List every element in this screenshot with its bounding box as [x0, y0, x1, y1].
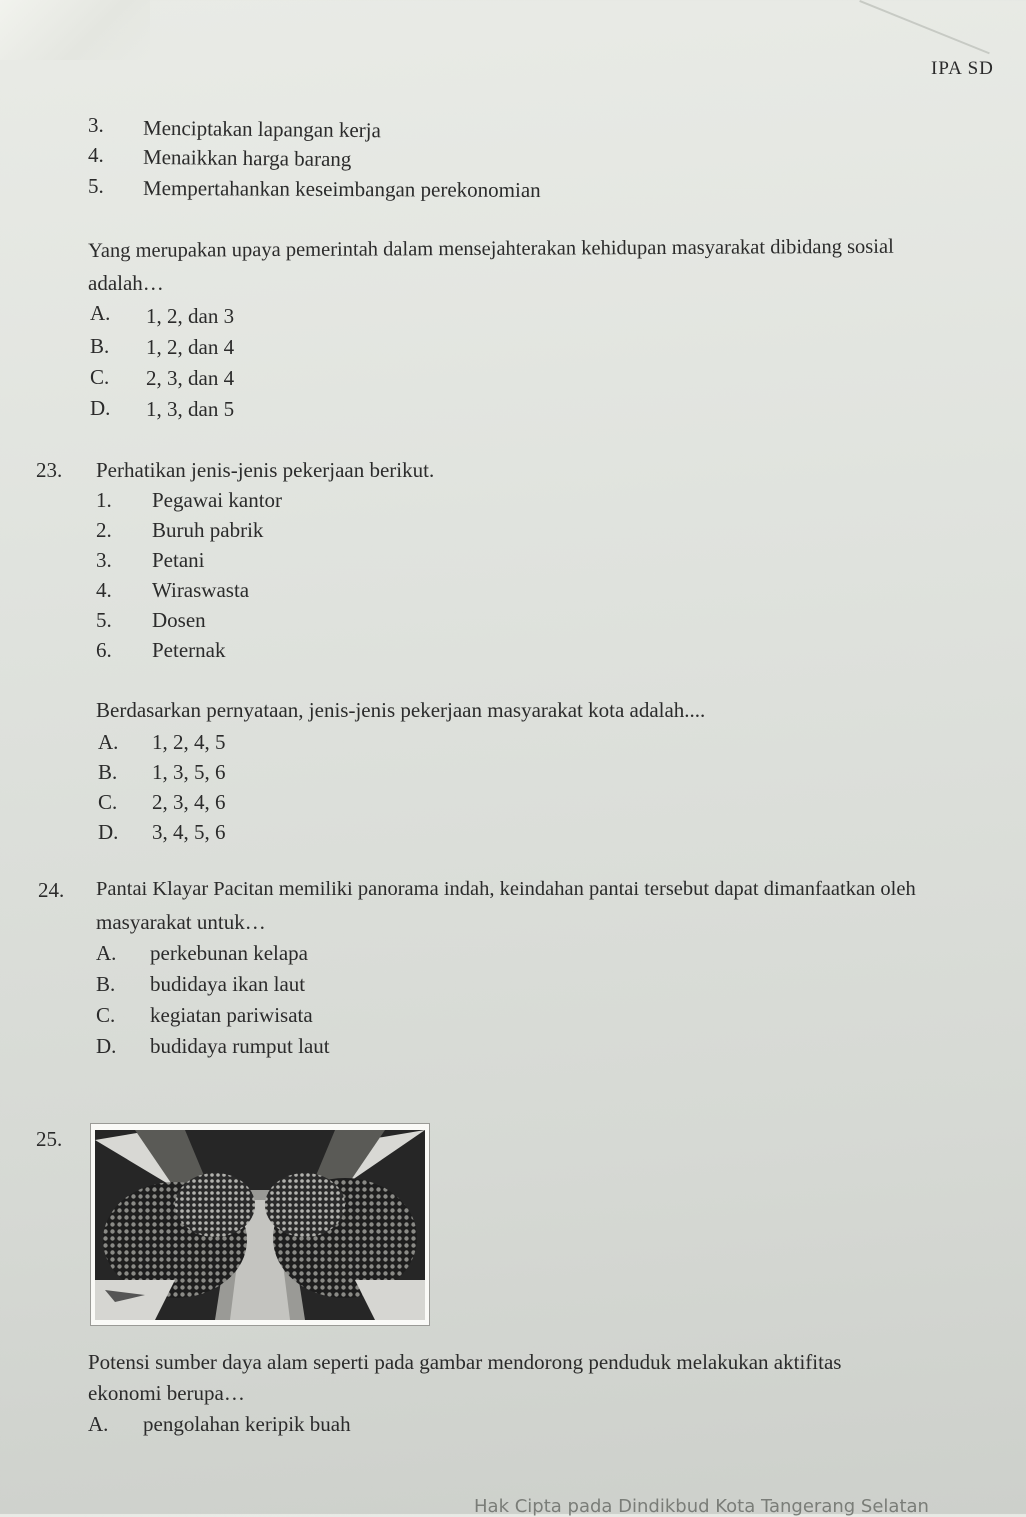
option-text: pengolahan keripik buah	[143, 1412, 351, 1436]
option-letter: D.	[98, 820, 119, 844]
list-item-number: 4.	[88, 143, 104, 167]
option-text: 2, 3, dan 4	[146, 366, 235, 390]
option-text: 1, 2, dan 4	[146, 335, 235, 359]
option-text: 2, 3, 4, 6	[152, 790, 226, 814]
list-item-number: 1.	[96, 488, 112, 512]
option-letter: A.	[96, 941, 117, 965]
list-item-text: Peternak	[152, 638, 226, 662]
option-letter: C.	[96, 1003, 116, 1027]
option-letter: D.	[90, 396, 111, 420]
option-text: budidaya rumput laut	[150, 1034, 330, 1058]
option-text: perkebunan kelapa	[150, 941, 309, 965]
option-letter: A.	[88, 1412, 109, 1436]
list-item-text: Wiraswasta	[152, 578, 250, 602]
list-item-text: Menaikkan harga barang	[142, 144, 352, 172]
option-text: budidaya ikan laut	[150, 972, 306, 996]
page-fold	[859, 0, 990, 54]
option-letter: B.	[96, 972, 116, 996]
option-letter: A.	[90, 301, 111, 325]
list-item-number: 2.	[96, 518, 112, 542]
option-text: kegiatan pariwisata	[150, 1003, 313, 1027]
question-number: 23.	[36, 458, 63, 482]
page-corner	[0, 0, 150, 60]
list-item-text: Petani	[152, 548, 205, 572]
subject-header: IPA SD	[931, 58, 994, 79]
option-letter: A.	[98, 730, 119, 754]
question-stem: Yang merupakan upaya pemerintah dalam mensejahterakan kehidupan masyarakat dibidang sosial	[88, 235, 894, 262]
option-text: 1, 3, 5, 6	[152, 760, 226, 784]
option-text: 3, 4, 5, 6	[152, 820, 226, 844]
question-stem: ekonomi berupa…	[88, 1381, 245, 1405]
list-item-number: 3.	[88, 113, 104, 137]
list-item-number: 5.	[96, 608, 112, 632]
option-text: 1, 3, dan 5	[146, 397, 235, 421]
list-item-text: Dosen	[152, 608, 206, 632]
palm-fruit-illustration	[95, 1130, 425, 1320]
question-stem: adalah…	[88, 271, 164, 295]
question-number: 24.	[38, 878, 65, 902]
question-stem: Perhatikan jenis-jenis pekerjaan berikut.	[96, 458, 435, 482]
question-number: 25.	[36, 1127, 63, 1151]
list-item-text: Buruh pabrik	[152, 518, 264, 542]
question-stem: Potensi sumber daya alam seperti pada gambar mendorong penduduk melakukan aktifitas	[88, 1350, 842, 1374]
option-letter: D.	[96, 1034, 117, 1058]
option-letter: B.	[90, 334, 110, 358]
option-letter: C.	[98, 790, 118, 814]
list-item-number: 3.	[96, 548, 112, 572]
list-item-text: Mempertahankan keseimbangan perekonomian	[142, 175, 541, 203]
list-item-number: 5.	[88, 174, 104, 198]
question-text: Berdasarkan pernyataan, jenis-jenis pekerjaan masyarakat kota adalah....	[96, 698, 706, 722]
question-stem: Pantai Klayar Pacitan memiliki panorama indah, keindahan pantai tersebut dapat dimanfaatkan oleh	[96, 878, 916, 900]
list-item-text: Menciptakan lapangan kerja	[142, 115, 382, 143]
list-item-text: Pegawai kantor	[152, 488, 283, 512]
option-letter: B.	[98, 760, 118, 784]
copyright-footer: Hak Cipta pada Dindikbud Kota Tangerang Selatan	[474, 1496, 929, 1517]
list-item-number: 4.	[96, 578, 112, 602]
option-text: 1, 2, 4, 5	[152, 730, 226, 754]
palm-oil-photo	[90, 1123, 430, 1326]
option-letter: C.	[90, 365, 110, 389]
list-item-number: 6.	[96, 638, 112, 662]
question-stem: masyarakat untuk…	[96, 910, 266, 934]
option-text: 1, 2, dan 3	[146, 304, 235, 328]
